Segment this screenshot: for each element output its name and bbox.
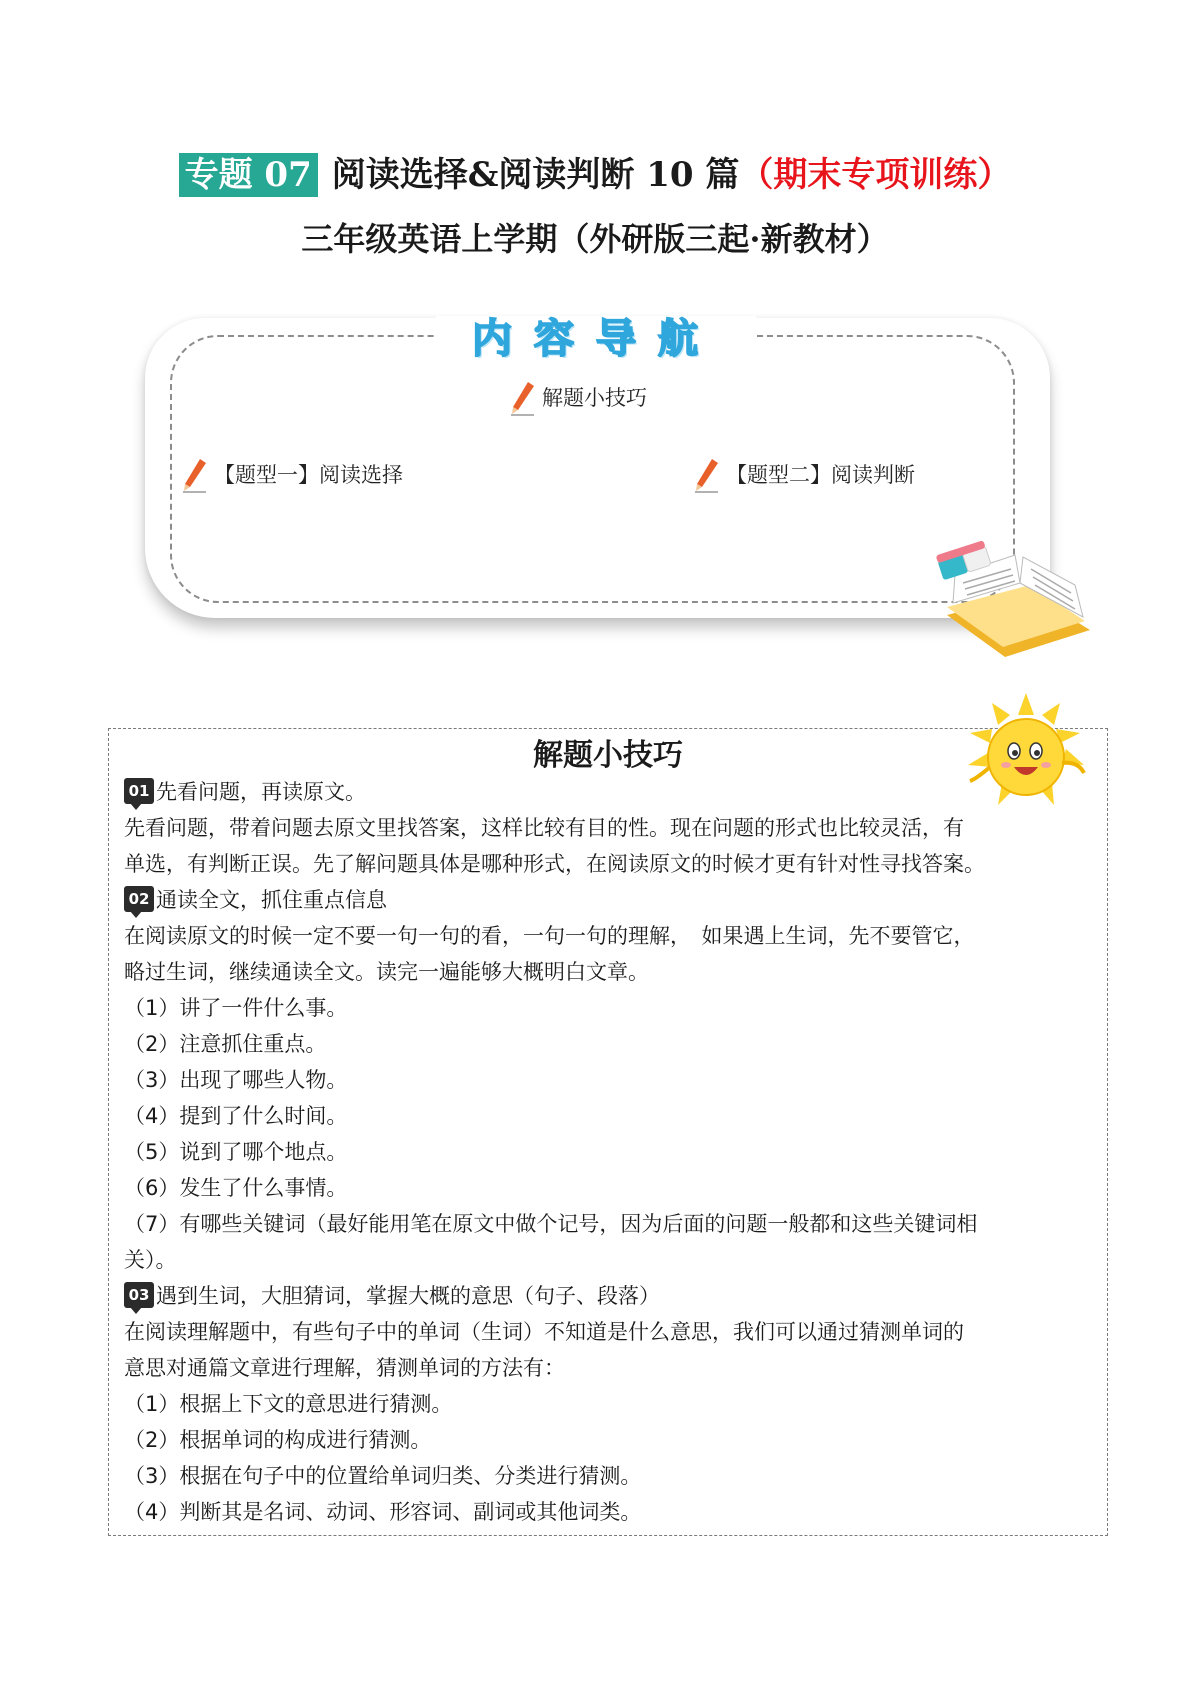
topic-tag: 专题 07 xyxy=(179,153,318,197)
number-badge: 03 xyxy=(124,1282,154,1308)
document-subtitle: 三年级英语上学期（外研版三起·新教材） xyxy=(301,220,889,258)
list-item: （3）根据在句子中的位置给单词归类、分类进行猜测。 xyxy=(124,1464,642,1488)
paragraph-line: 在阅读原文的时候一定不要一句一句的看，一句一句的理解， 如果遇上生词，先不要管它， xyxy=(124,924,975,948)
pencil-icon xyxy=(694,457,720,493)
heading-text: 通读全文，抓住重点信息 xyxy=(156,888,387,912)
paragraph-line: 在阅读理解题中，有些句子中的单词（生词）不知道是什么意思，我们可以通过猜测单词的 xyxy=(124,1320,964,1344)
list-item: （2）注意抓住重点。 xyxy=(124,1032,327,1056)
paragraph-line: 先看问题，带着问题去原文里找答案，这样比较有目的性。现在问题的形式也比较灵活，有 xyxy=(124,816,964,840)
list-item: （7）有哪些关键词（最好能用笔在原文中做个记号，因为后面的问题一般都和这些关键词相 xyxy=(124,1212,978,1236)
list-item: （4）判断其是名词、动词、形容词、副词或其他词类。 xyxy=(124,1500,642,1524)
tips-content xyxy=(124,774,1099,1530)
paragraph-line: 意思对通篇文章进行理解，猜测单词的方法有： xyxy=(124,1356,565,1380)
nav-item-reading-choice[interactable] xyxy=(182,457,403,493)
list-item: （3）出现了哪些人物。 xyxy=(124,1068,348,1092)
list-item: （4）提到了什么时间。 xyxy=(124,1104,348,1128)
book-eraser-illustration xyxy=(935,535,1095,660)
nav-item-reading-judgment[interactable] xyxy=(694,457,915,493)
list-item: （1）根据上下文的意思进行猜测。 xyxy=(124,1392,453,1416)
number-badge: 02 xyxy=(124,886,154,912)
number-badge: 01 xyxy=(124,778,154,804)
nav-item-tips[interactable] xyxy=(510,380,647,416)
paragraph-line: 略过生词，继续通读全文。读完一遍能够大概明白文章。 xyxy=(124,960,649,984)
nav-item-label: 【题型二】阅读判断 xyxy=(726,463,915,487)
list-item: 关）。 xyxy=(124,1248,177,1272)
nav-title: 内容导航 xyxy=(472,316,720,362)
title-main: 阅读选择&阅读判断 10 篇 xyxy=(331,155,740,195)
title-highlight: （期末专项训练） xyxy=(739,155,1012,195)
paragraph-line: 单选，有判断正误。先了解问题具体是哪种形式，在阅读原文的时候才更有针对性寻找答案。 xyxy=(124,852,985,876)
tips-title: 解题小技巧 xyxy=(533,738,683,773)
list-item: （1）讲了一件什么事。 xyxy=(124,996,348,1020)
list-item: （5）说到了哪个地点。 xyxy=(124,1140,348,1164)
section-heading xyxy=(124,774,1099,810)
document-title xyxy=(0,150,1190,200)
heading-text: 先看问题，再读原文。 xyxy=(156,780,366,804)
nav-item-label: 解题小技巧 xyxy=(542,386,647,410)
nav-item-label: 【题型一】阅读选择 xyxy=(214,463,403,487)
pencil-icon xyxy=(510,380,536,416)
pencil-icon xyxy=(182,457,208,493)
list-item: （2）根据单词的构成进行猜测。 xyxy=(124,1428,432,1452)
section-heading xyxy=(124,1278,1099,1314)
section-heading xyxy=(124,882,1099,918)
list-item: （6）发生了什么事情。 xyxy=(124,1176,348,1200)
heading-text: 遇到生词，大胆猜词，掌握大概的意思（句子、段落） xyxy=(156,1284,660,1308)
